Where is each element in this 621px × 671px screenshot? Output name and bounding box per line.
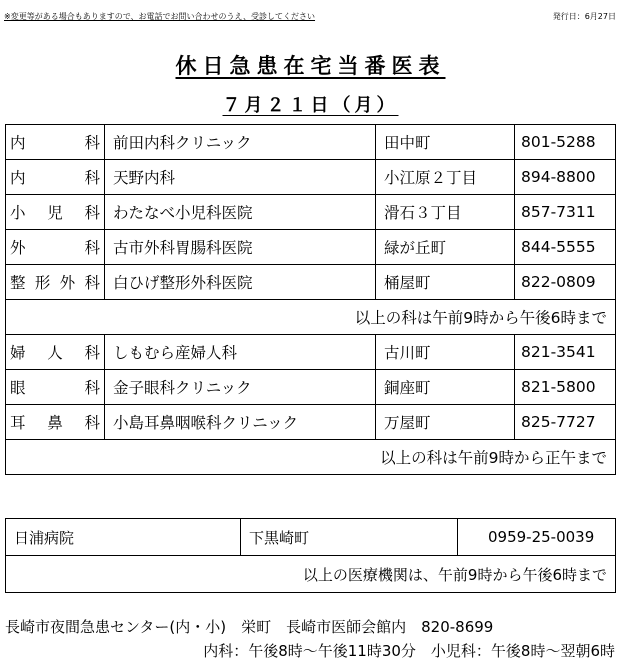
- department-cell: [6, 335, 105, 370]
- department-char: 科: [84, 379, 100, 397]
- issue-date: 発行日：6月27日: [552, 12, 616, 21]
- hospital-name: 日浦病院: [6, 519, 241, 556]
- department-char: 科: [84, 414, 100, 432]
- page-title: 休日急患在宅当番医表: [175, 54, 446, 78]
- department-cell: [6, 160, 105, 195]
- clinic-name: しもむら産婦人科: [105, 335, 376, 370]
- hours-note: 以上の科は午前9時から正午まで: [6, 440, 616, 475]
- table-row: [6, 160, 616, 195]
- clinic-name: 金子眼科クリニック: [105, 370, 376, 405]
- department-cell: [6, 125, 105, 160]
- hours-note: 以上の科は午前9時から午後6時まで: [6, 300, 616, 335]
- clinic-name: 天野内科: [105, 160, 376, 195]
- clinic-tel: 822-0809: [515, 265, 616, 300]
- clinic-town: 銅座町: [376, 370, 515, 405]
- table-row: [6, 230, 616, 265]
- duty-doctor-table: [5, 124, 616, 475]
- table-row: [6, 300, 616, 335]
- table-row: [6, 440, 616, 475]
- table-row: [6, 405, 616, 440]
- department-char: 整: [10, 274, 26, 292]
- table-row: [6, 370, 616, 405]
- department-char: 内: [10, 134, 26, 152]
- table-row: [6, 556, 616, 593]
- department-cell: [6, 265, 105, 300]
- hospital-table: [5, 518, 616, 593]
- clinic-tel: 857-7311: [515, 195, 616, 230]
- clinic-name: 白ひげ整形外科医院: [105, 265, 376, 300]
- table-row: [6, 335, 616, 370]
- department-char: 婦: [10, 344, 26, 362]
- night-center-info: 長崎市夜間急患センター(内・小) 栄町 長崎市医師会館内 820-8699: [5, 618, 494, 636]
- hospital-town: 下黒崎町: [241, 519, 458, 556]
- table-row: [6, 125, 616, 160]
- clinic-town: 田中町: [376, 125, 515, 160]
- clinic-town: 小江原２丁目: [376, 160, 515, 195]
- clinic-tel: 801-5288: [515, 125, 616, 160]
- duty-date: ７月２１日（月）: [222, 95, 399, 116]
- clinic-name: 古市外科胃腸科医院: [105, 230, 376, 265]
- department-char: 鼻: [47, 414, 63, 432]
- clinic-town: 滑石３丁目: [376, 195, 515, 230]
- department-char: 眼: [10, 379, 26, 397]
- department-char: 科: [84, 344, 100, 362]
- department-char: 科: [84, 134, 100, 152]
- hospital-tel: 0959-25-0039: [458, 519, 616, 556]
- clinic-tel: 821-3541: [515, 335, 616, 370]
- clinic-town: 古川町: [376, 335, 515, 370]
- department-char: 人: [47, 344, 63, 362]
- clinic-tel: 844-5555: [515, 230, 616, 265]
- department-cell: [6, 195, 105, 230]
- department-char: 科: [84, 239, 100, 257]
- department-char: 耳: [10, 414, 26, 432]
- department-char: 科: [84, 169, 100, 187]
- clinic-tel: 894-8800: [515, 160, 616, 195]
- table-row: [6, 195, 616, 230]
- hospital-hours-note: 以上の医療機関は、午前9時から午後6時まで: [6, 556, 616, 593]
- notice-text: ※変更等がある場合もありますので、お電話でお問い合わせのうえ、受診してください: [4, 12, 316, 21]
- department-char: 児: [47, 204, 63, 222]
- clinic-town: 万屋町: [376, 405, 515, 440]
- department-cell: [6, 370, 105, 405]
- department-cell: [6, 230, 105, 265]
- department-char: 外: [59, 274, 76, 292]
- clinic-town: 緑が丘町: [376, 230, 515, 265]
- night-center-hours: 内科：午後8時～午後11時30分 小児科：午後8時～翌朝6時: [203, 642, 615, 660]
- department-char: 小: [10, 204, 26, 222]
- department-char: 内: [10, 169, 26, 187]
- table-row: [6, 519, 616, 556]
- department-char: 科: [84, 204, 100, 222]
- clinic-tel: 825-7727: [515, 405, 616, 440]
- clinic-name: 前田内科クリニック: [105, 125, 376, 160]
- clinic-tel: 821-5800: [515, 370, 616, 405]
- clinic-town: 桶屋町: [376, 265, 515, 300]
- department-cell: [6, 405, 105, 440]
- department-char: 外: [10, 239, 26, 257]
- department-char: 形: [34, 274, 51, 292]
- department-char: 科: [84, 274, 100, 292]
- clinic-name: わたなべ小児科医院: [105, 195, 376, 230]
- table-row: [6, 265, 616, 300]
- clinic-name: 小島耳鼻咽喉科クリニック: [105, 405, 376, 440]
